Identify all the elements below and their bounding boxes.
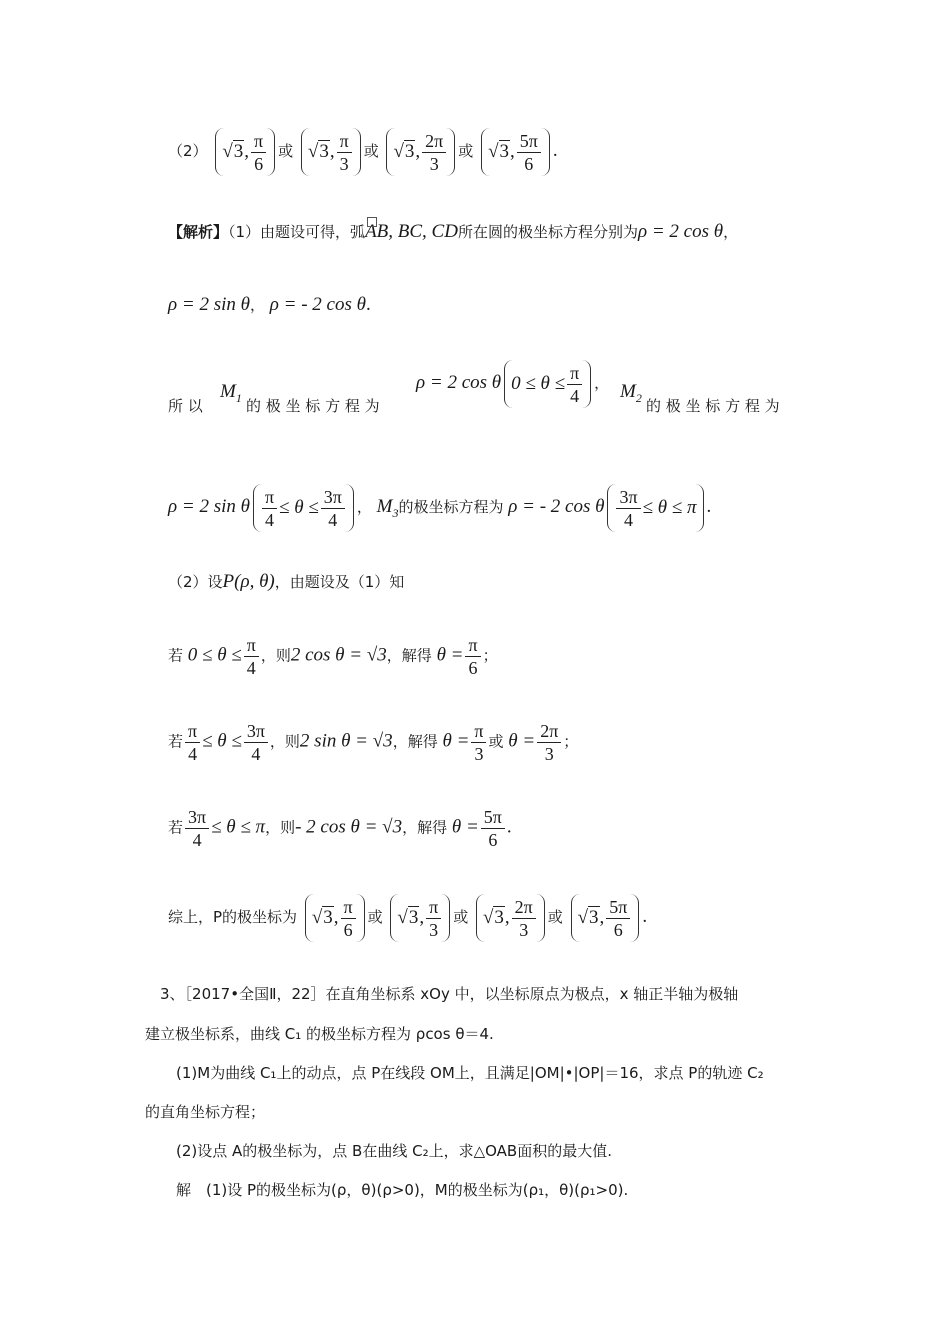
case-1-line: 若 0 ≤ θ ≤ $\frac{\pi}{4}$ ，则2 cos θ = √3，解得 θ = $\frac{\pi}{6}$ ； — [168, 635, 498, 678]
m1-symbol: $M_1$ — [220, 381, 242, 405]
arcs: AB, BC, CD — [365, 221, 458, 242]
point-p: P(ρ, θ) — [222, 571, 275, 592]
m3-text: 的极坐标方程为 — [398, 498, 504, 516]
point-3: √3 , $\frac{2\pi}{3}$ — [386, 128, 455, 176]
problem3-line-5: (2)设点 A的极坐标为，点 B在曲线 C₂上，求△OAB面积的最大值. — [176, 1142, 612, 1160]
or-word: 或 — [278, 142, 294, 160]
m1-lead: 所 以 — [168, 397, 203, 415]
answer-2-line: （2） √3 , $\frac{\pi}{6}$ 或 √3 , $\frac{\pi}{3}$ 或 √3 , $\frac{2\pi}{3}$ 或 √3 , $\frac{5\pi}{6}$ . — [168, 128, 558, 176]
eq-line-2: ρ = 2 sin θ， ρ = - 2 cos θ. — [168, 294, 371, 315]
case-3-line: 若 $\frac{3\pi}{4}$ ≤ θ ≤ π，则- 2 cos θ = √3，解得 θ = $\frac{5\pi}{6}$ . — [168, 807, 512, 850]
eq-2: ρ = 2 sin θ — [168, 294, 250, 315]
problem3-line-3: (1)M为曲线 C₁上的动点，点 P在线段 OM上，且满足|OM|•|OP|＝16，求点 P的轨迹 C₂ — [176, 1064, 764, 1082]
analysis-tag: 【解析】 — [168, 223, 229, 241]
m1-text: 的 极 坐 标 方 程 为 — [246, 397, 380, 415]
m2-symbol: $M_2$ — [620, 381, 642, 405]
point-1: √3 , $\frac{\pi}{6}$ — [215, 128, 275, 176]
eq-1: ρ = 2 cos θ — [637, 221, 724, 242]
summary-line: 综上，P的极坐标为 √3 , $\frac{\pi}{6}$ 或 √3 , $\frac{\pi}{3}$ 或 √3 , $\frac{2\pi}{3}$ 或 √3 , $\frac{5\pi}{6}$ . — [168, 894, 647, 942]
case-2-line: 若 $\frac{\pi}{4}$ ≤ θ ≤ $\frac{3\pi}{4}$ ，则2 sin θ = √3，解得 θ = $\frac{\pi}{3}$ 或 θ = $\frac{2\pi}{3}$ ； — [168, 721, 579, 764]
point-2: √3 , $\frac{\pi}{3}$ — [301, 128, 361, 176]
analysis-line: 【解析】（1）由题设可得，弧AB, BC, CD所在圆的极坐标方程分别为ρ = 2 cos θ， — [168, 221, 739, 242]
m2-m3-line: ρ = 2 sin θ $\frac{\pi}{4}$ ≤ θ ≤ $\frac{3\pi}{4}$ ， $M_3$的极坐标方程为 ρ = - 2 cos θ $\frac{3\pi}{4}$ ≤ θ ≤ π . — [168, 484, 711, 532]
part2-line: （2）设P(ρ, θ)，由题设及（1）知 — [168, 571, 405, 592]
analysis-after-arcs: 所在圆的极坐标方程分别为 — [457, 223, 638, 241]
problem3-line-2: 建立极坐标系，曲线 C₁ 的极坐标方程为 ρcos θ＝4. — [145, 1025, 494, 1043]
m2-text: 的 极 坐 标 方 程 为 — [646, 397, 780, 415]
or-word: 或 — [458, 142, 474, 160]
problem3-line-1: 3、［2017•全国Ⅱ，22］在直角坐标系 xOy 中，以坐标原点为极点，x 轴正半轴为极轴 — [160, 985, 739, 1003]
problem3-line-4: 的直角坐标方程； — [145, 1103, 266, 1121]
eq-3: ρ = - 2 cos θ — [269, 294, 366, 315]
or-word: 或 — [363, 142, 379, 160]
problem3-line-6: 解 (1)设 P的极坐标为(ρ，θ)(ρ>0)，M的极坐标为(ρ₁，θ)(ρ₁>0). — [176, 1181, 629, 1199]
summary-text: 综上，P的极坐标为 — [168, 908, 298, 926]
point-4: √3 , $\frac{5\pi}{6}$ — [481, 128, 550, 176]
answer-2-prefix: （2） — [168, 142, 208, 160]
analysis-intro: （1）由题设可得，弧 — [228, 223, 366, 241]
m1-equation: ρ = 2 cos θ 0 ≤ θ ≤ $\frac{\pi}{4}$ ， — [416, 360, 609, 408]
